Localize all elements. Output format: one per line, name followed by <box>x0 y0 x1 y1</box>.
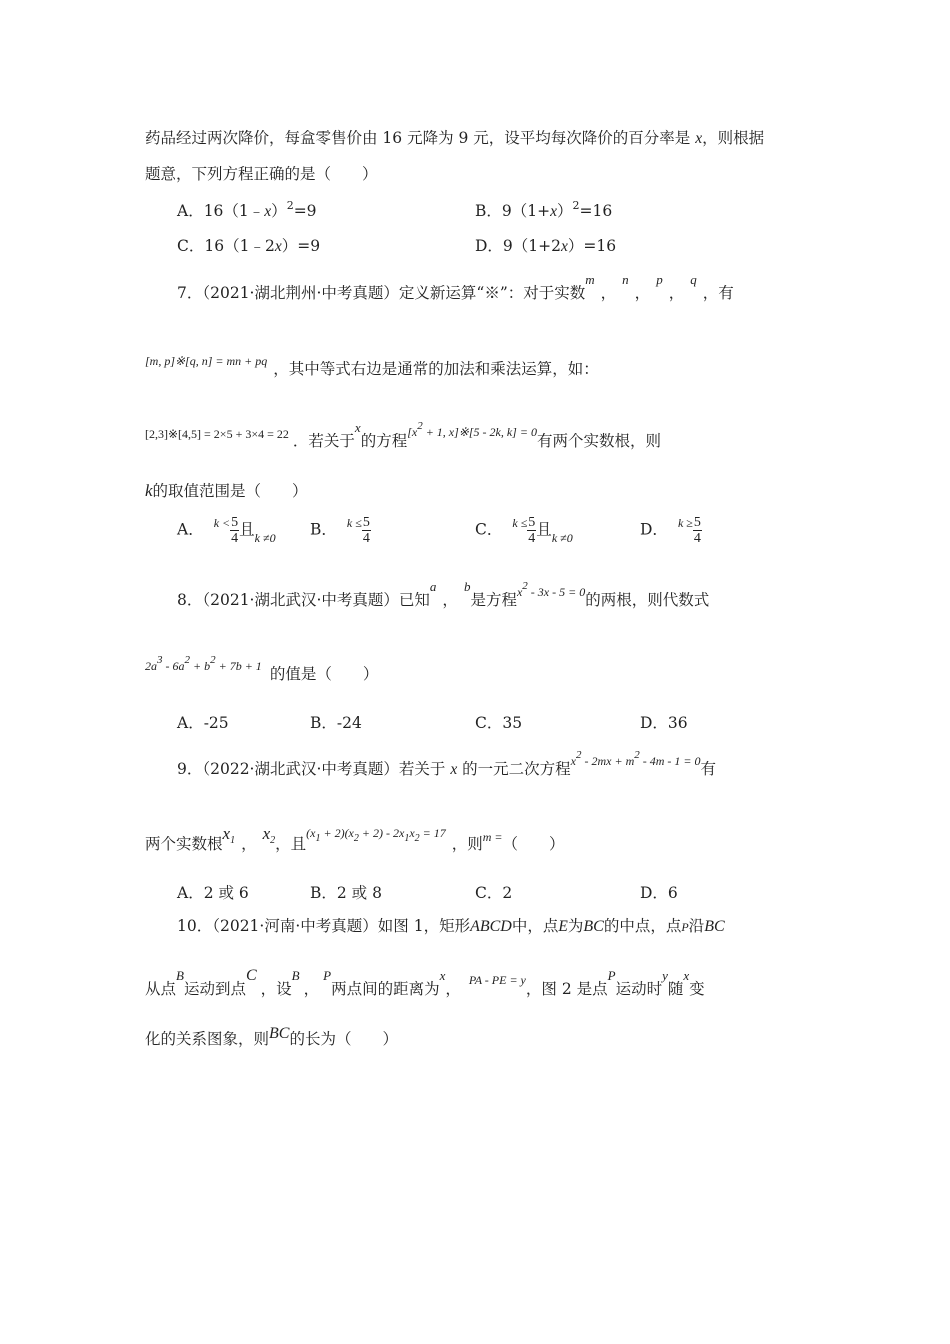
q8-expr-exp: 3 <box>157 654 163 666</box>
q9-equation-exp: 2 <box>634 749 640 761</box>
q6-var-x: x <box>695 130 703 147</box>
q9-equation-part: - 4m - 1 = 0 <box>639 754 701 768</box>
q7-option-b-label: B． <box>310 520 337 539</box>
fraction-numerator: 5 <box>528 515 536 530</box>
q8-expr-part: 2a <box>145 659 157 673</box>
q6-option-b-label: B．9（1+ <box>475 202 551 220</box>
q6-option-b-exp: 2 <box>572 199 580 212</box>
q9-line2-text: ，则 <box>451 835 483 853</box>
q7-option-b[interactable] <box>310 515 371 546</box>
q7-line4-text: 的取值范围是（ ） <box>152 482 308 500</box>
q10-segment-bc: BC <box>704 918 725 935</box>
q8-equation <box>516 580 586 599</box>
q9-stem-end: 有 <box>700 760 717 778</box>
q9-option-c[interactable]: C．2 <box>475 884 513 902</box>
q8-option-b[interactable]: B．-24 <box>310 714 362 732</box>
q8-option-d[interactable]: D．36 <box>640 714 688 732</box>
q7-line3 <box>145 420 661 454</box>
q9-option-a[interactable]: A．2 或 6 <box>177 884 249 902</box>
q10-stem: 10．（2021·河南·中考真题）如图 1，矩形 <box>177 917 471 935</box>
q10-text: ，设 <box>260 980 292 998</box>
q8-option-c[interactable]: C．35 <box>475 714 523 732</box>
q8-stem-mid: 是方程 <box>470 591 517 609</box>
q6-text-end: ，则根据 <box>702 129 765 147</box>
q9-m-equals: m = <box>482 830 503 844</box>
q10-point-b: B <box>176 968 184 983</box>
q7-line3-text: 的方程 <box>360 432 408 450</box>
q7-line3-text-end: 有两个实数根，则 <box>536 432 661 450</box>
q8-expr-part: - 6a <box>162 659 185 673</box>
q6-option-a-exp: 2 <box>286 199 294 212</box>
q6-option-b-var: x <box>550 203 557 220</box>
q7-var-k: k <box>145 481 153 500</box>
q9-line2-text: 两个实数根 <box>145 835 223 853</box>
q10-line1 <box>177 915 725 938</box>
q9-root-x1-sub: 1 <box>230 835 236 846</box>
q8-expression <box>145 654 262 673</box>
q7-line4 <box>145 480 308 502</box>
q9-equation-part: x <box>570 754 576 768</box>
q10-formula: PA - PE = y <box>468 973 526 987</box>
q8-expr-exp: 2 <box>184 654 190 666</box>
q9-sep: ， <box>241 835 257 853</box>
q9-line2 <box>145 824 565 858</box>
q9-cond-sub: 2 <box>353 833 359 844</box>
q9-root-x2 <box>262 824 276 846</box>
q7-equation-part: [x <box>407 425 418 439</box>
q10-point-e: E <box>558 918 568 935</box>
q9-equation-exp: 2 <box>576 749 582 761</box>
q10-text: 变 <box>689 980 705 998</box>
fraction-denominator: 4 <box>231 531 239 546</box>
q10-text: ， <box>303 980 320 998</box>
q7-line2 <box>145 354 599 381</box>
fraction-denominator: 4 <box>362 531 370 546</box>
q9-cond-part: x <box>409 826 415 840</box>
q6-option-a-paren: ） <box>271 202 287 220</box>
q8-line2 <box>145 654 379 687</box>
q9-answer-paren: （ ） <box>502 835 565 853</box>
q9-root-x1-base: x <box>222 824 231 843</box>
q7-var-x: x <box>354 420 361 435</box>
q7-var-m: m <box>585 272 595 287</box>
q10-text: ， <box>445 980 461 998</box>
q10-text: 运动到点 <box>183 980 246 998</box>
q9-root-x1 <box>222 824 236 846</box>
q7-equation-part: + 1, x]※[5 - 2k, k] = 0 <box>422 425 537 439</box>
q10-text: 随 <box>667 980 684 998</box>
q7-line3-text: ．若关于 <box>292 432 355 450</box>
q9-condition <box>306 826 446 844</box>
fraction-denominator: 4 <box>528 531 536 546</box>
q7-option-a-expr: k < <box>213 515 231 530</box>
q10-var-x: x <box>683 968 690 983</box>
q7-option-b-fraction <box>362 515 371 546</box>
q7-option-c-and: 且 <box>536 520 552 539</box>
q9-root-x2-base: x <box>262 824 271 843</box>
q9-cond-part: + 2)(x <box>320 826 354 840</box>
q7-option-d-expr: k ≥ <box>677 515 693 530</box>
q7-stem-end: ，有 <box>702 284 734 302</box>
q10-text: 运动时 <box>615 980 663 998</box>
q9-cond-part: + 2) - 2x <box>358 826 405 840</box>
q8-expr-part: + 7b + 1 <box>215 659 262 673</box>
q9-cond-part: = 17 <box>419 826 446 840</box>
q7-var-p: p <box>656 272 663 287</box>
q8-var-a: a <box>429 579 437 594</box>
fraction-numerator: 5 <box>231 515 239 530</box>
q10-text: 从点 <box>145 980 177 998</box>
q7-line1 <box>177 272 734 305</box>
q6-option-d-var: x <box>561 238 568 255</box>
q9-equation-part: - 2mx + m <box>581 754 635 768</box>
fraction-numerator: 5 <box>362 515 370 530</box>
q7-option-a-and: 且 <box>239 520 255 539</box>
q10-point-b: B <box>291 968 300 983</box>
q8-var-b: b <box>463 579 471 594</box>
fraction-denominator: 4 <box>693 531 701 546</box>
q7-option-b-expr: k ≤ <box>346 515 362 530</box>
q9-cond-sub: 2 <box>414 833 420 844</box>
q6-line2: 题意，下列方程正确的是（ ） <box>145 165 378 183</box>
q10-segment-bc: BC <box>583 918 604 935</box>
q7-option-c-fraction <box>527 515 536 546</box>
q6-option-c-var: x <box>274 238 282 255</box>
q10-line2 <box>145 967 705 1001</box>
q8-stem-end: 的两根，则代数式 <box>585 591 710 609</box>
q7-option-a[interactable] <box>177 515 276 546</box>
q10-var-x: x <box>439 968 446 983</box>
q8-line2-text: 的值是（ ） <box>269 665 379 683</box>
q6-option-b-paren: ） <box>557 202 573 220</box>
q6-option-a[interactable] <box>177 199 317 221</box>
q10-line3 <box>145 1025 398 1051</box>
q6-option-b-end: =16 <box>579 202 613 220</box>
q10-point-p: P <box>607 968 616 983</box>
q6-option-c-label: C．16（1﹣2 <box>177 237 275 255</box>
q10-text: 中，点 <box>511 917 559 935</box>
q7-option-d[interactable] <box>640 515 702 546</box>
q7-option-d-fraction <box>693 515 702 546</box>
q10-segment-bc: BC <box>269 1025 290 1042</box>
q6-text: 药品经过两次降价，每盒零售价由 16 元降为 9 元，设平均每次降价的百分率是 <box>145 129 696 147</box>
q10-text: 为 <box>567 917 584 935</box>
q8-stem: 8．（2021·湖北武汉·中考真题）已知 <box>177 591 430 609</box>
q9-option-d[interactable]: D．6 <box>640 884 678 902</box>
q6-option-a-var: x <box>264 203 272 220</box>
q6-option-b[interactable] <box>475 199 612 221</box>
q7-equation <box>407 420 537 439</box>
q9-line1 <box>177 749 717 782</box>
q7-equation-exp: 2 <box>417 420 423 432</box>
q9-line2-text: ，且 <box>275 835 307 853</box>
q6-option-d-end: ）=16 <box>567 237 617 255</box>
q7-line2-text: ，其中等式右边是通常的加法和乘法运算，如： <box>273 360 599 378</box>
q6-option-c-end: ）=9 <box>281 237 321 255</box>
q6-option-d-label: D．9（1+2 <box>475 237 561 255</box>
q8-equation-part: x <box>516 585 523 599</box>
q7-example-formula: [2,3]※[4,5] = 2×5 + 3×4 = 22 <box>145 427 289 441</box>
q10-text: 两点间的距离为 <box>331 980 440 998</box>
q10-point-p: P <box>681 920 689 934</box>
q10-rect-abcd: ABCD <box>470 918 512 935</box>
q9-cond-sub: 1 <box>404 833 410 844</box>
q9-stem: 9．（2022·湖北武汉·中考真题）若关于 <box>177 760 451 778</box>
q8-equation-exp: 2 <box>522 580 528 592</box>
q9-cond-part: (x <box>306 826 316 840</box>
q10-text: 的中点，点 <box>603 917 682 935</box>
q7-stem: 7．（2021·湖北荆州·中考真题）定义新运算“※”：对于实数 <box>177 284 586 302</box>
q6-option-c[interactable] <box>177 234 320 256</box>
q7-sep: ， <box>600 284 617 302</box>
q7-option-a-label: A． <box>177 520 204 539</box>
q7-option-c-cond: k ≠0 <box>551 530 573 545</box>
q7-sep: ， <box>634 284 651 302</box>
q10-text: ，图 2 是点 <box>525 980 608 998</box>
q7-operation-definition: [m, p]※[q, n] = mn + pq <box>145 354 268 368</box>
q7-option-c-label: C． <box>475 520 503 539</box>
q8-equation-part: - 3x - 5 = 0 <box>527 585 586 599</box>
q10-answer-paren: 的长为（ ） <box>289 1030 398 1048</box>
q6-option-a-label: A．16（1﹣ <box>177 202 265 220</box>
q8-sep: ， <box>442 591 458 609</box>
q9-stem-mid: 的一元二次方程 <box>457 760 571 778</box>
q8-line1 <box>177 579 710 613</box>
q7-option-d-label: D． <box>640 520 668 539</box>
q9-cond-sub: 1 <box>315 833 321 844</box>
q7-option-c-expr: k ≤ <box>512 515 528 530</box>
q8-option-a[interactable]: A．-25 <box>177 714 229 732</box>
q7-var-n: n <box>622 272 629 287</box>
q8-expr-part: + b <box>190 659 211 673</box>
fraction-numerator: 5 <box>693 515 701 530</box>
q9-option-b[interactable]: B．2 或 8 <box>310 884 382 902</box>
q6-option-a-end: =9 <box>293 202 317 220</box>
q9-root-x2-sub: 2 <box>270 835 276 846</box>
q6-option-d[interactable] <box>475 234 616 256</box>
q7-sep: ， <box>668 284 685 302</box>
q7-var-q: q <box>690 272 697 287</box>
q10-text: 沿 <box>688 917 705 935</box>
q10-var-y: y <box>662 968 668 983</box>
q8-expr-exp: 2 <box>210 654 216 666</box>
q7-option-a-fraction <box>230 515 239 546</box>
q7-option-a-cond: k ≠0 <box>254 530 276 545</box>
q9-equation <box>570 749 701 768</box>
q9-var-x: x <box>450 761 458 778</box>
q10-point-p: P <box>323 968 332 983</box>
q7-option-c[interactable] <box>475 515 573 546</box>
q10-text: 化的关系图象，则 <box>145 1030 270 1048</box>
q10-point-c: C <box>245 967 257 984</box>
q6-line1 <box>145 127 764 150</box>
